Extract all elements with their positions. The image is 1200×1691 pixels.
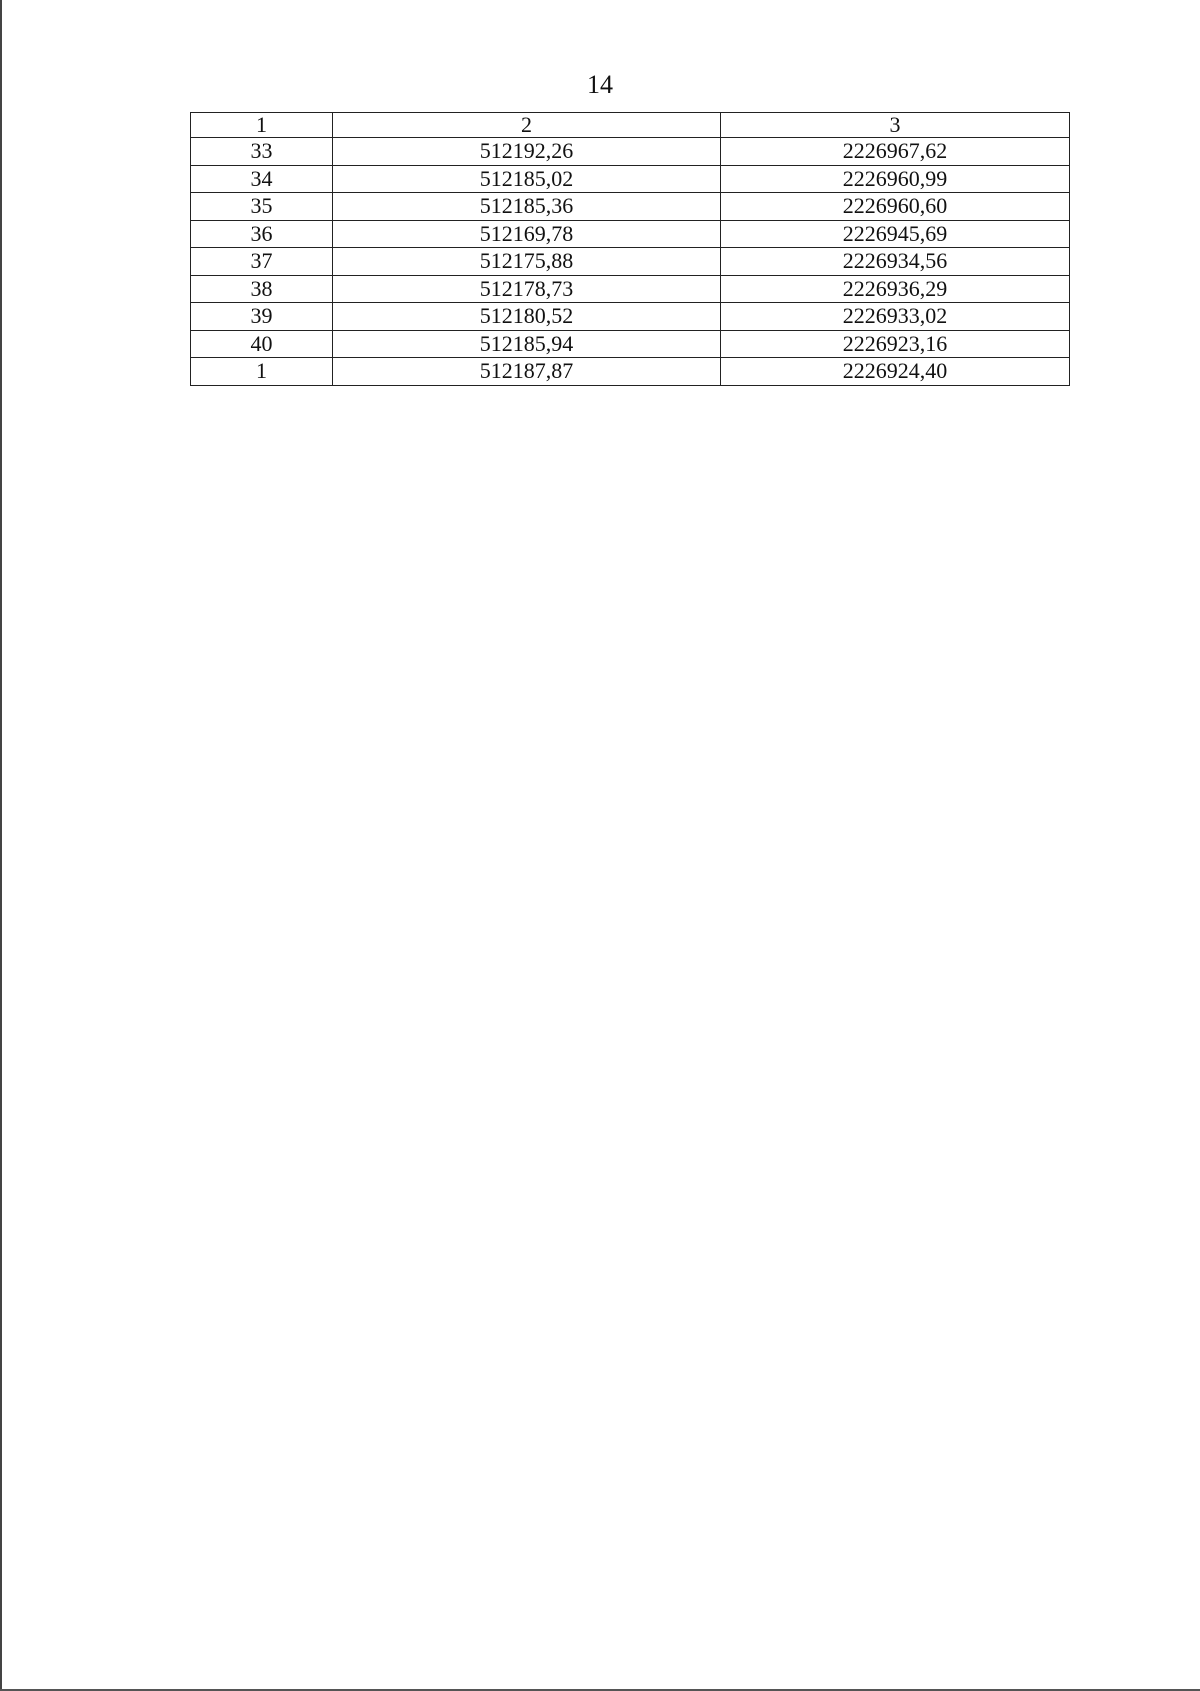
point-number-cell: 39 (191, 303, 333, 331)
y-coordinate-cell: 2226960,99 (721, 165, 1070, 193)
table-row (191, 220, 1070, 248)
point-number-cell: 37 (191, 248, 333, 276)
table-row (191, 138, 1070, 166)
table-row (191, 193, 1070, 221)
point-number-cell: 40 (191, 330, 333, 358)
point-number-cell: 33 (191, 138, 333, 166)
column-header: 2 (333, 113, 721, 138)
x-coordinate-cell: 512175,88 (333, 248, 721, 276)
y-coordinate-cell: 2226933,02 (721, 303, 1070, 331)
table-header-row (191, 113, 1070, 138)
table-row (191, 303, 1070, 331)
point-number-cell: 35 (191, 193, 333, 221)
y-coordinate-cell: 2226967,62 (721, 138, 1070, 166)
x-coordinate-cell: 512185,94 (333, 330, 721, 358)
page-number: 14 (587, 70, 613, 99)
point-number-cell: 1 (191, 358, 333, 386)
table-row (191, 358, 1070, 386)
table-row (191, 275, 1070, 303)
coordinates-table (190, 112, 1070, 386)
x-coordinate-cell: 512187,87 (333, 358, 721, 386)
y-coordinate-cell: 2226924,40 (721, 358, 1070, 386)
y-coordinate-cell: 2226936,29 (721, 275, 1070, 303)
y-coordinate-cell: 2226960,60 (721, 193, 1070, 221)
table-row (191, 248, 1070, 276)
point-number-cell: 34 (191, 165, 333, 193)
y-coordinate-cell: 2226934,56 (721, 248, 1070, 276)
x-coordinate-cell: 512169,78 (333, 220, 721, 248)
x-coordinate-cell: 512185,02 (333, 165, 721, 193)
table-row (191, 330, 1070, 358)
x-coordinate-cell: 512185,36 (333, 193, 721, 221)
point-number-cell: 36 (191, 220, 333, 248)
y-coordinate-cell: 2226945,69 (721, 220, 1070, 248)
point-number-cell: 38 (191, 275, 333, 303)
x-coordinate-cell: 512192,26 (333, 138, 721, 166)
column-header: 3 (721, 113, 1070, 138)
scan-edge-left (0, 0, 2, 1691)
x-coordinate-cell: 512180,52 (333, 303, 721, 331)
table-row (191, 165, 1070, 193)
x-coordinate-cell: 512178,73 (333, 275, 721, 303)
y-coordinate-cell: 2226923,16 (721, 330, 1070, 358)
column-header: 1 (191, 113, 333, 138)
